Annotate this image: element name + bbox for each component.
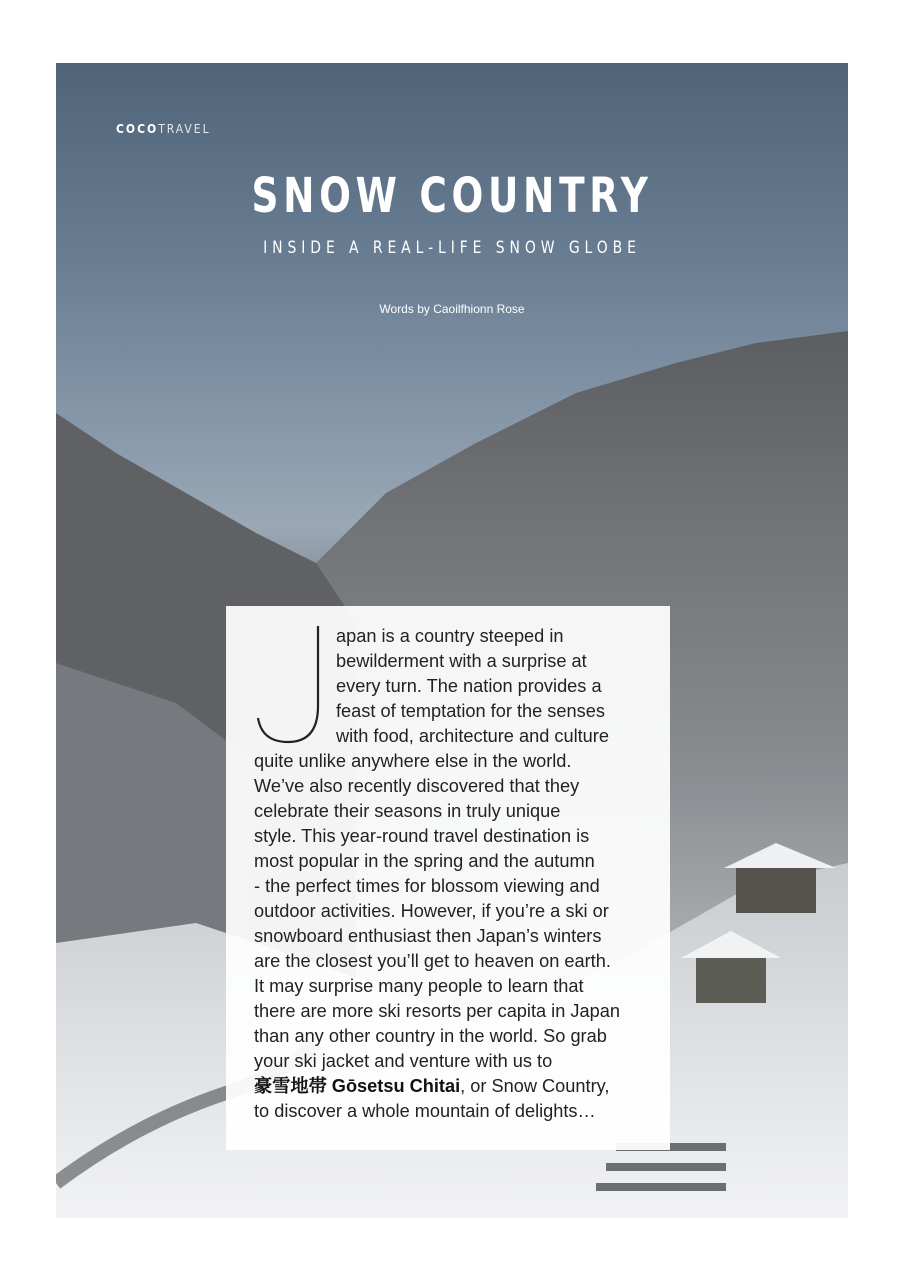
article-title: SNOW COUNTRY bbox=[251, 168, 653, 224]
article-line: are the closest you’ll get to heaven on earth. bbox=[254, 951, 611, 971]
article-byline: Words by Caoilfhionn Rose bbox=[379, 302, 525, 316]
article-line: to discover a whole mountain of delights… bbox=[254, 1101, 596, 1121]
snow-country-term: 豪雪地帯 Gōsetsu Chitai bbox=[254, 1076, 461, 1096]
article-line: most popular in the spring and the autumn bbox=[254, 851, 595, 871]
article-line: celebrate their seasons in truly unique bbox=[254, 801, 561, 821]
highlight-rest: , or Snow Country, bbox=[460, 1076, 610, 1096]
article-line: - the perfect times for blossom viewing and bbox=[254, 876, 600, 896]
article-line: than any other country in the world. So grab bbox=[254, 1026, 607, 1046]
article-line: quite unlike anywhere else in the world. bbox=[254, 751, 572, 771]
brand-light: TRAVEL bbox=[158, 122, 211, 136]
article-line-highlight bbox=[254, 1074, 650, 1099]
article-line: snowboard enthusiast then Japan’s winters bbox=[254, 926, 602, 946]
article-line: with food, architecture and culture bbox=[336, 726, 609, 746]
article-line: style. This year-round travel destination is bbox=[254, 826, 590, 846]
article-line: apan is a country steeped in bbox=[336, 626, 564, 646]
article-line: there are more ski resorts per capita in Japan bbox=[254, 1001, 620, 1021]
brand-bold: COCO bbox=[116, 122, 159, 136]
article-line: It may surprise many people to learn that bbox=[254, 976, 584, 996]
magazine-brand bbox=[116, 122, 211, 136]
article-subtitle: INSIDE A REAL-LIFE SNOW GLOBE bbox=[263, 238, 641, 258]
article-line: outdoor activities. However, if you’re a ski or bbox=[254, 901, 609, 921]
article-body bbox=[254, 624, 650, 1124]
article-line: your ski jacket and venture with us to bbox=[254, 1051, 553, 1071]
article-line: bewilderment with a surprise at bbox=[336, 651, 587, 671]
article-line: feast of temptation for the senses bbox=[336, 701, 605, 721]
article-line: We’ve also recently discovered that they bbox=[254, 776, 580, 796]
article-line: every turn. The nation provides a bbox=[336, 676, 602, 696]
